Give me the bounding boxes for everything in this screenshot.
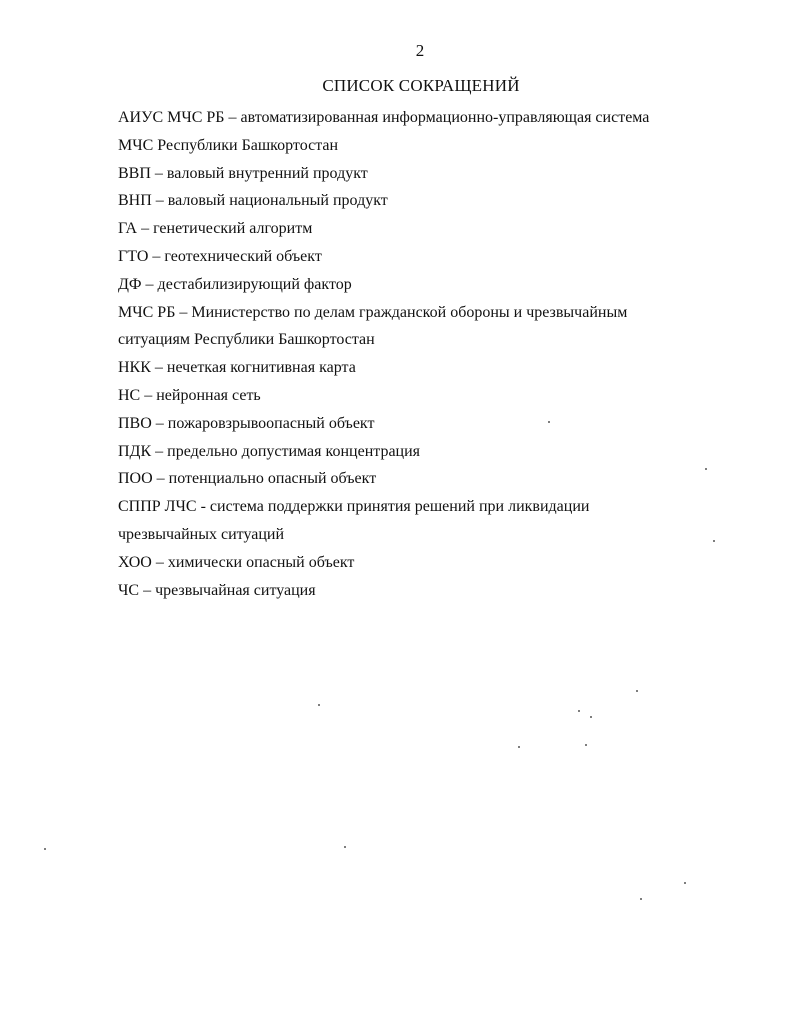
abbreviation-line: ПВО – пожаровзрывоопасный объект	[118, 414, 375, 432]
abbreviation-line: ВВП – валовый внутренний продукт	[118, 164, 368, 182]
abbreviation-line: ПОО – потенциально опасный объект	[118, 470, 377, 488]
abbreviation-line: АИУС МЧС РБ – автоматизированная информационно-управляющая система	[118, 109, 650, 126]
abbreviation-line: ситуациям Республики Башкортостан	[118, 331, 375, 349]
scan-speck	[578, 710, 580, 712]
abbreviation-line: ПДК – предельно допустимая концентрация	[118, 442, 421, 460]
abbreviation-line: ЧС – чрезвычайная ситуация	[118, 581, 316, 599]
abbreviation-line: МЧС РБ – Министерство по делам гражданской обороны и чрезвычайным	[118, 303, 628, 321]
scan-speck	[640, 898, 642, 900]
abbreviation-line: НКК – нечеткая когнитивная карта	[118, 359, 356, 377]
scan-speck	[585, 744, 587, 746]
abbreviation-line: ГТО – геотехнический объект	[118, 247, 322, 265]
scan-speck	[518, 746, 520, 748]
page-title: СПИСОК СОКРАЩЕНИЙ	[322, 76, 520, 95]
abbreviation-line: СППР ЛЧС - система поддержки принятия решений при ликвидации	[118, 498, 590, 516]
scan-speck	[590, 716, 592, 718]
abbreviation-line: ГА – генетический алгоритм	[118, 220, 313, 238]
scan-speck	[344, 846, 346, 848]
abbreviation-line: НС – нейронная сеть	[118, 386, 261, 404]
abbreviation-list	[118, 104, 758, 604]
abbreviation-line: ХОО – химически опасный объект	[118, 553, 355, 571]
scan-speck	[44, 848, 46, 850]
abbreviation-line: ВНП – валовый национальный продукт	[118, 192, 388, 210]
scan-speck	[684, 882, 686, 884]
abbreviation-line: МЧС Республики Башкортостан	[118, 136, 339, 154]
scan-speck	[636, 690, 638, 692]
scan-speck	[705, 468, 707, 470]
abbreviation-line: чрезвычайных ситуаций	[118, 525, 285, 543]
scan-speck	[713, 540, 715, 542]
page-number: 2	[415, 41, 425, 60]
abbreviation-line: ДФ – дестабилизирующий фактор	[118, 275, 352, 293]
scan-speck	[318, 704, 320, 706]
scan-speck	[548, 421, 550, 423]
